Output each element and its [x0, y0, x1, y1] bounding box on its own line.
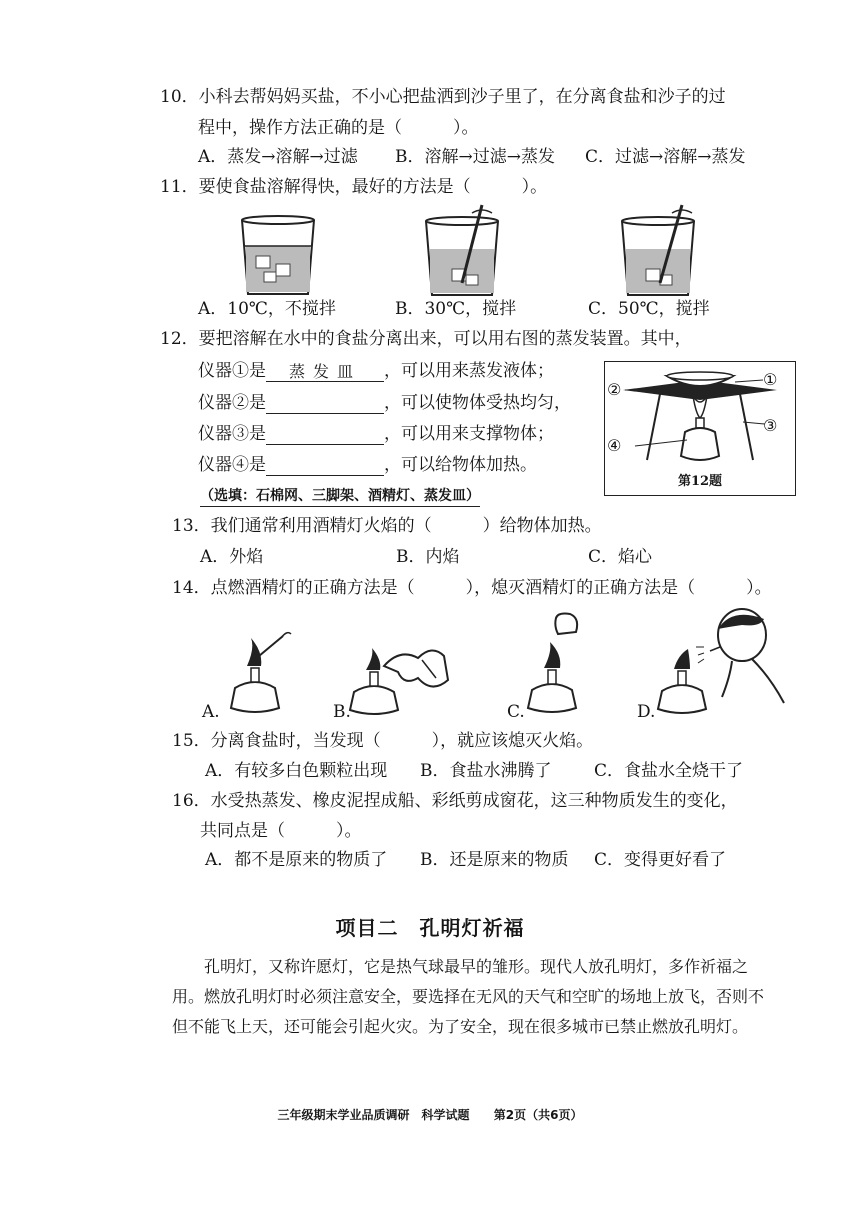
- q13-stem: 13．我们通常利用酒精灯火焰的（ ）给物体加热。: [172, 516, 602, 536]
- lamp-d-image: [652, 607, 787, 717]
- q12-row-4-prefix: 仪器④是: [198, 455, 266, 475]
- beaker-50c-stir-image: [616, 203, 706, 299]
- q12-blank-3[interactable]: [266, 424, 384, 445]
- footer-title: 三年级期末学业品质调研 科学试题: [277, 1108, 470, 1122]
- q11-option-a: A．10℃，不搅拌: [198, 299, 336, 319]
- q12-figure-caption: 第12题: [677, 474, 723, 489]
- q10-line1: 10．小科去帮妈妈买盐，不小心把盐洒到沙子里了，在分离食盐和沙子的过: [160, 87, 726, 107]
- footer-page-number: 第2页（共6页）: [493, 1108, 583, 1122]
- q12-row-1-suffix: ，可以用来蒸发液体；: [384, 361, 554, 381]
- q14-option-a: A.: [202, 702, 220, 722]
- q12-row-1-prefix: 仪器①是: [198, 361, 266, 381]
- q12-row-1: [198, 360, 554, 382]
- q12-stem: 12．要把溶解在水中的食盐分离出来，可以用右图的蒸发装置。其中，: [160, 329, 692, 349]
- q12-blank-2[interactable]: [266, 393, 384, 414]
- q16-option-b: B．还是原来的物质: [420, 850, 569, 870]
- q12-row-3-prefix: 仪器③是: [198, 424, 266, 444]
- q12-row-2: [198, 392, 571, 414]
- q13-option-b: B．内焰: [396, 547, 460, 567]
- q13-option-c: C．焰心: [588, 547, 653, 567]
- q14-option-c: C.: [507, 702, 525, 722]
- lamp-b-image: [348, 630, 458, 716]
- q12-row-4: [198, 454, 537, 476]
- q16-line2: 共同点是（ ）。: [200, 821, 362, 841]
- q15-stem: 15．分离食盐时，当发现（ ），就应该熄灭火焰。: [172, 731, 594, 751]
- q14-option-d: D.: [637, 702, 656, 722]
- q10-option-c: C．过滤→溶解→蒸发: [585, 147, 746, 167]
- q12-row-3: [198, 423, 554, 445]
- q14-stem: 14．点燃酒精灯的正确方法是（ ），熄灭酒精灯的正确方法是（ ）。: [172, 578, 772, 598]
- q12-answer-1: 蒸发皿: [288, 362, 361, 381]
- q12-choices: （选填：石棉网、三脚架、酒精灯、蒸发皿）: [200, 485, 480, 507]
- q15-option-c: C．食盐水全烧干了: [594, 761, 744, 781]
- q16-option-a: A．都不是原来的物质了: [205, 850, 388, 870]
- label-2: ②: [607, 380, 622, 399]
- q12-row-2-suffix: ，可以使物体受热均匀，: [384, 393, 571, 413]
- beaker-10c-image: [236, 212, 322, 298]
- q10-option-a: A．蒸发→溶解→过滤: [198, 147, 358, 167]
- q11-stem: 11．要使食盐溶解得快，最好的方法是（ ）。: [160, 177, 548, 197]
- q12-figure-box: [604, 361, 796, 496]
- q15-option-a: A．有较多白色颗粒出现: [205, 761, 388, 781]
- label-1: ①: [763, 370, 778, 389]
- q11-option-b: B．30℃，搅拌: [395, 299, 517, 319]
- q14-option-b: B.: [333, 702, 351, 722]
- q10-line2: 程中，操作方法正确的是（ ）。: [198, 118, 479, 138]
- q16-line1: 16．水受热蒸发、橡皮泥捏成船、彩纸剪成窗花，这三种物质发生的变化，: [172, 791, 738, 811]
- q12-blank-4[interactable]: [266, 455, 384, 476]
- q11-option-c: C．50℃，搅拌: [588, 299, 710, 319]
- section-paragraph: [172, 952, 772, 1042]
- lamp-a-image: [225, 628, 295, 714]
- label-3: ③: [763, 416, 778, 435]
- section-paragraph-text: 孔明灯，又称许愿灯，它是热气球最早的雏形。现代人放孔明灯，多作祈福之用。燃放孔明灯时必须注意安全，要选择在无风的天气和空旷的场地上放飞，否则不但不能飞上天，还可能会引起火灾。为了安全，现在很多城市已禁止燃放孔明灯。: [172, 957, 765, 1036]
- q13-option-a: A．外焰: [200, 547, 264, 567]
- lamp-c-image: [522, 612, 592, 716]
- beaker-30c-stir-image: [420, 203, 510, 299]
- q16-option-c: C．变得更好看了: [594, 850, 727, 870]
- page-footer: [0, 1106, 860, 1123]
- q12-row-2-prefix: 仪器②是: [198, 393, 266, 413]
- label-4: ④: [607, 436, 622, 455]
- q12-row-4-suffix: ，可以给物体加热。: [384, 455, 537, 475]
- q12-row-3-suffix: ，可以用来支撑物体；: [384, 424, 554, 444]
- q12-blank-1[interactable]: [266, 361, 384, 382]
- q15-option-b: B．食盐水沸腾了: [420, 761, 552, 781]
- section-title: 项目二 孔明灯祈福: [335, 916, 525, 940]
- q10-option-b: B．溶解→过滤→蒸发: [395, 147, 555, 167]
